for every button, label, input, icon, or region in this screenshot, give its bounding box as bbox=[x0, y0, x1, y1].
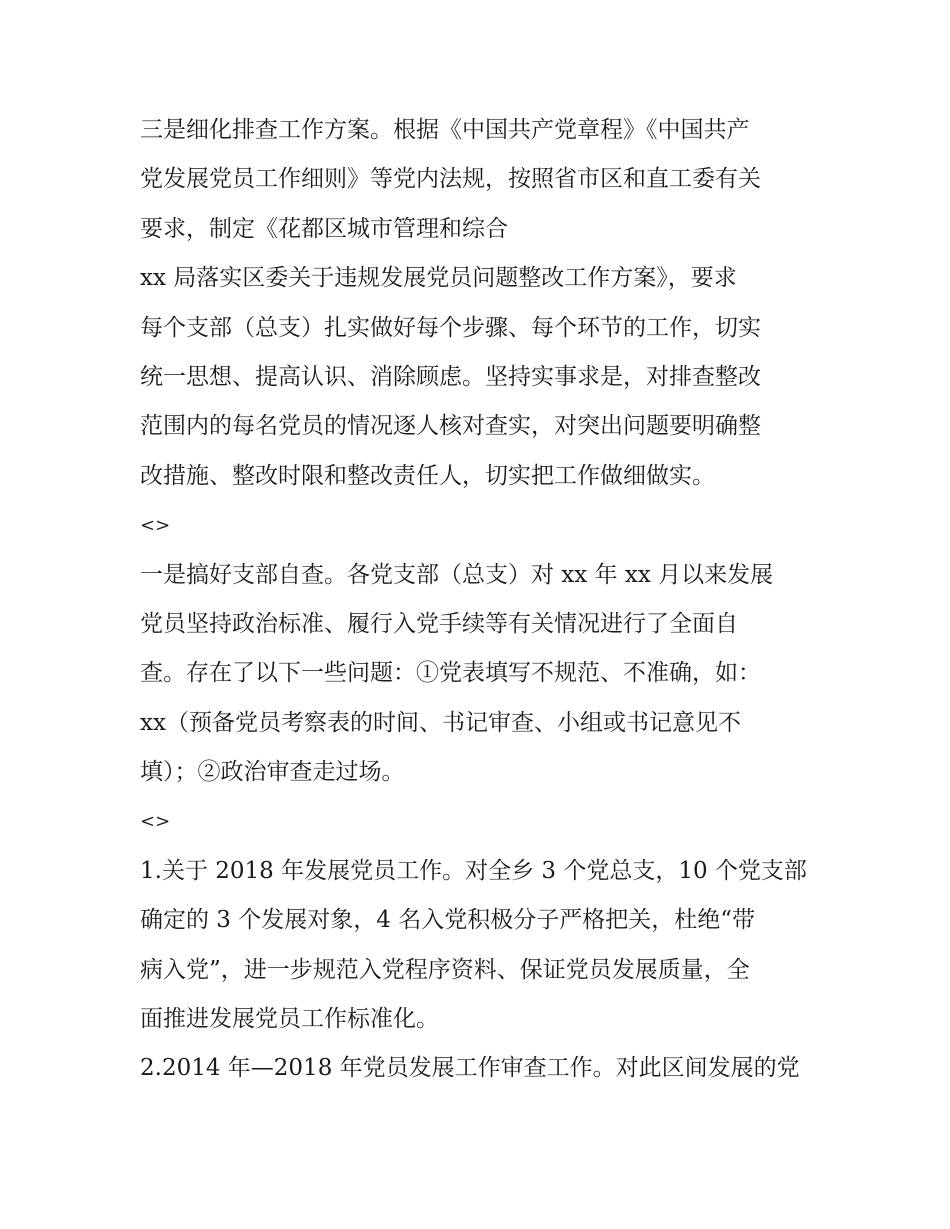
text-line-3: 要求，制定《花都区城市管理和综合 bbox=[140, 215, 508, 242]
text-line-10: 一是搞好支部自查。各党支部（总支）对 xx 年 xx 月以来发展 bbox=[140, 561, 774, 588]
text-line-12: 查。存在了以下一些问题：①党表填写不规范、不准确，如： bbox=[140, 660, 761, 687]
text-line-4: xx 局落实区委关于违规发展党员问题整改工作方案》，要求 bbox=[140, 265, 737, 292]
text-line-11: 党员坚持政治标准、履行入党手续等有关情况进行了全面自 bbox=[140, 610, 738, 637]
text-line-17: 确定的 3 个发展对象，4 名入党积极分子严格把关，杜绝“带 bbox=[140, 907, 755, 934]
section-marker: <> bbox=[140, 515, 171, 537]
text-line-18: 病入党”，进一步规范入党程序资料、保证党员发展质量，全 bbox=[140, 956, 750, 983]
text-line-7: 范围内的每名党员的情况逐人核对查实，对突出问题要明确整 bbox=[140, 413, 761, 440]
text-line-6: 统一思想、提高认识、消除顾虑。坚持实事求是，对排查整改 bbox=[140, 363, 761, 390]
text-line-14: 填）；②政治审查走过场。 bbox=[140, 759, 405, 786]
text-line-8: 改措施、整改时限和整改责任人，切实把工作做细做实。 bbox=[140, 462, 715, 489]
section-marker: <> bbox=[140, 811, 171, 833]
text-line-16: 1.关于 2018 年发展党员工作。对全乡 3 个党总支，10 个党支部 bbox=[140, 857, 807, 884]
text-line-2: 党发展党员工作细则》等党内法规，按照省市区和直工委有关 bbox=[140, 166, 761, 193]
text-line-13: xx（预备党员考察表的时间、书记审查、小组或书记意见不 bbox=[140, 709, 741, 736]
document-body bbox=[140, 106, 820, 1094]
text-line-20: 2.2014 年—2018 年党员发展工作审查工作。对此区间发展的党 bbox=[140, 1055, 800, 1082]
text-line-19: 面推进发展党员工作标准化。 bbox=[140, 1006, 439, 1033]
text-line-1: 三是细化排查工作方案。根据《中国共产党章程》《中国共产 bbox=[140, 117, 750, 143]
text-line-5: 每个支部（总支）扎实做好每个步骤、每个环节的工作，切实 bbox=[140, 314, 761, 341]
